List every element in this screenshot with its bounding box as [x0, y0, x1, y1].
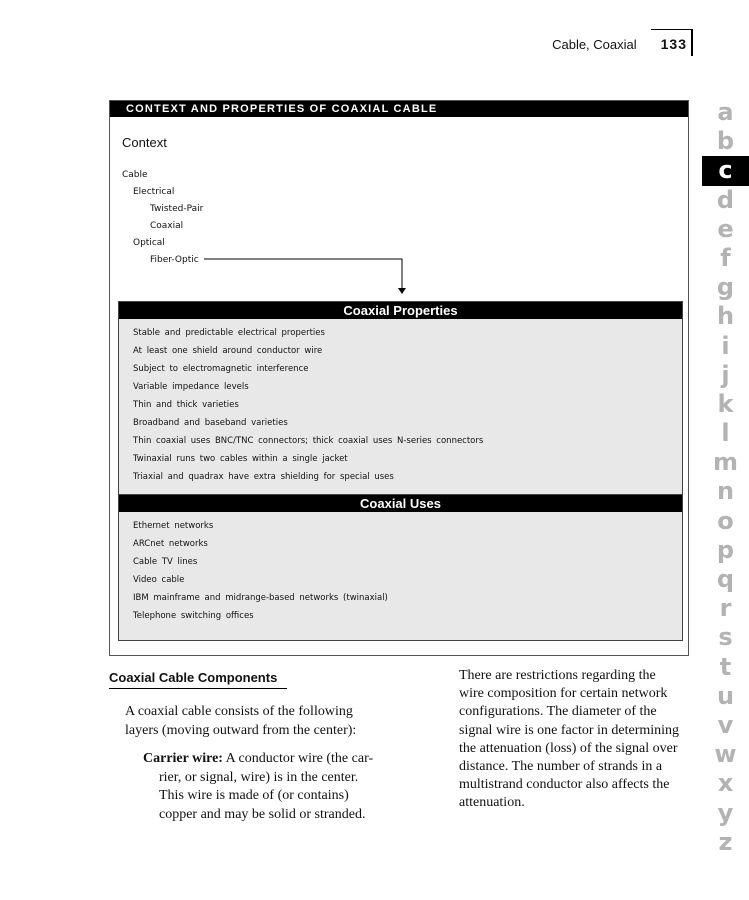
property-item: Thin and thick varieties [133, 400, 239, 410]
thumb-index-letter-l[interactable]: l [721, 419, 730, 448]
paragraph-line: There are restrictions regarding the [459, 668, 656, 683]
thumb-index-letter-s[interactable]: s [718, 623, 733, 652]
paragraph-line: attenuation. [459, 795, 525, 811]
tree-node-optical: Optical [133, 238, 165, 248]
carrier-line: copper and may be solid or stranded. [159, 806, 366, 822]
thumb-index-letter-x[interactable]: x [717, 769, 734, 798]
thumb-index-letter-r[interactable]: r [719, 594, 732, 623]
thumb-index-letter-f[interactable]: f [720, 243, 731, 272]
intro-line: A coaxial cable consists of the following [125, 704, 353, 719]
use-item: Ethernet networks [133, 521, 214, 531]
properties-heading: Coaxial Properties [119, 302, 682, 319]
thumb-index-letter-k[interactable]: k [717, 389, 734, 418]
context-heading: Context [122, 135, 167, 150]
uses-heading: Coaxial Uses [119, 495, 682, 512]
alphabet-thumb-index [702, 98, 749, 857]
carrier-line: This wire is made of (or contains) [159, 788, 349, 803]
property-item: Thin coaxial uses BNC/TNC connectors; thick coaxial uses N-series connectors [133, 436, 484, 446]
thumb-index-letter-t[interactable]: t [719, 652, 732, 681]
thumb-index-letter-a[interactable]: a [717, 98, 734, 126]
thumb-index-letter-o[interactable]: o [717, 506, 734, 535]
use-item: Cable TV lines [133, 557, 198, 567]
coaxial-properties-panel [118, 301, 683, 495]
tree-node-cable: Cable [122, 170, 148, 180]
thumb-index-letter-w[interactable]: w [714, 740, 737, 769]
carrier-line: A conductor wire (the car- [222, 751, 374, 766]
use-item: Video cable [133, 575, 185, 585]
carrier-wire-paragraph [143, 750, 399, 824]
property-item: Broadband and baseband varieties [133, 418, 288, 428]
paragraph-line: signal wire is one factor in determining [459, 722, 680, 738]
left-column [109, 670, 399, 824]
property-item: Triaxial and quadrax have extra shielding for special uses [133, 472, 394, 482]
paragraph-line: wire composition for certain network [459, 686, 668, 702]
thumb-index-letter-n[interactable]: n [716, 477, 735, 506]
thumb-index-letter-b[interactable]: b [716, 127, 735, 156]
thumb-index-letter-z[interactable]: z [718, 827, 733, 856]
box-title: CONTEXT AND PROPERTIES OF COAXIAL CABLE [110, 101, 688, 117]
paragraph-line: configurations. The diameter of the [459, 704, 657, 720]
running-title: Cable, Coaxial [552, 37, 637, 52]
context-properties-box [109, 100, 689, 656]
paragraph-line: multistrand conductor also affects the [459, 777, 670, 793]
tree-node-electrical: Electrical [133, 187, 175, 197]
properties-list [119, 319, 682, 486]
paragraph-line: distance. The number of strands in a [459, 759, 663, 775]
thumb-index-letter-g[interactable]: g [716, 273, 735, 302]
thumb-index-letter-j[interactable]: j [721, 360, 730, 389]
property-item: Variable impedance levels [133, 382, 249, 392]
carrier-line: rier, or signal, wire) is in the center. [159, 769, 359, 785]
tree-node-coaxial: Coaxial [150, 221, 184, 231]
section-title: Coaxial Cable Components [109, 670, 287, 689]
thumb-index-letter-e[interactable]: e [717, 214, 734, 243]
thumb-index-letter-i[interactable]: i [721, 331, 730, 360]
page-number: 133 [651, 29, 693, 56]
thumb-index-letter-u[interactable]: u [716, 681, 735, 710]
uses-list [119, 512, 682, 625]
thumb-index-letter-h[interactable]: h [716, 302, 735, 331]
property-item: Twinaxial runs two cables within a single jacket [133, 454, 348, 464]
tree-node-twisted-pair: Twisted-Pair [150, 204, 204, 214]
thumb-index-letter-v[interactable]: v [717, 710, 734, 739]
thumb-index-letter-y[interactable]: y [717, 798, 734, 827]
context-tree [122, 167, 203, 269]
paragraph-line: the attenuation (loss) of the signal over [459, 740, 678, 756]
thumb-index-letter-c[interactable]: c [702, 156, 749, 185]
property-item: Stable and predictable electrical properties [133, 328, 325, 338]
use-item: ARCnet networks [133, 539, 208, 549]
carrier-term: Carrier wire: [143, 751, 223, 766]
thumb-index-letter-m[interactable]: m [712, 448, 738, 477]
intro-paragraph [125, 703, 399, 740]
use-item: IBM mainframe and midrange-based networks (twinaxial) [133, 593, 388, 603]
thumb-index-letter-q[interactable]: q [716, 565, 735, 593]
coaxial-uses-panel [118, 495, 683, 641]
thumb-index-letter-d[interactable]: d [716, 185, 735, 214]
right-column [459, 667, 694, 813]
property-item: At least one shield around conductor wire [133, 346, 323, 356]
page-header [552, 28, 693, 56]
tree-node-fiber-optic: Fiber-Optic [150, 255, 199, 265]
use-item: Telephone switching offices [133, 611, 254, 621]
property-item: Subject to electromagnetic interference [133, 364, 309, 374]
intro-line: layers (moving outward from the center): [125, 722, 357, 738]
thumb-index-letter-p[interactable]: p [716, 535, 735, 564]
attenuation-paragraph [459, 667, 694, 813]
